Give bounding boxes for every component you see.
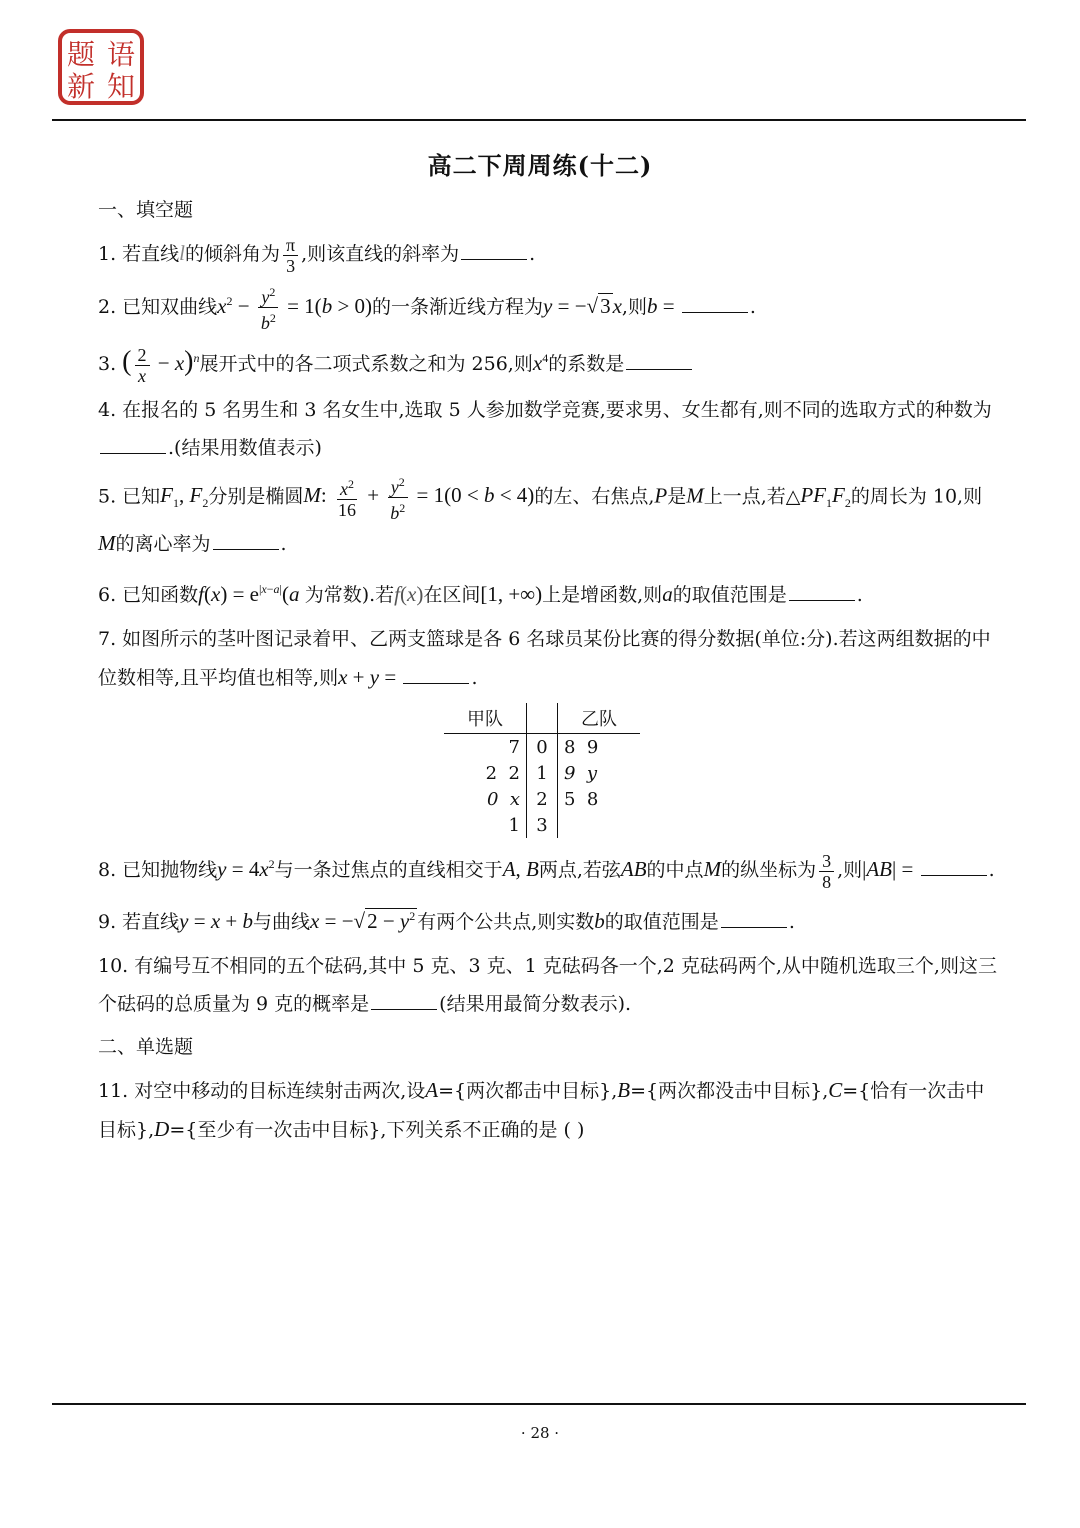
q11-text-d: ={恰有一次击中目标}, [98,1079,985,1141]
math-hyperbola: $x^2$ − [217,293,255,318]
answer-blank [789,582,855,601]
math-l: l [179,241,186,265]
q2-text-d: . [749,295,756,318]
stem-value: 1 [527,760,558,786]
fraction-3-over-8: $\frac{3}{8}$ [819,852,834,891]
math-asymptote: y = −√3x [543,293,622,318]
math-a: a [662,582,673,607]
q10-text: 10. 有编号互不相同的五个砝码,其中 5 克、3 克、1 克砝码各一个,2 克砝码两个,从中随机选取三个,则这三个砝码的总质量为 9 克的概率是 [98,954,997,1015]
answer-blank [100,435,166,454]
math-interval: [1, +∞) [480,582,543,607]
math-x-plus-y: x + y = [338,665,402,690]
question-3 [98,338,998,385]
question-7 [98,620,998,697]
math-M: M [98,531,116,556]
q2-text-c: ,则 [621,295,647,318]
math-parabola: $y = 4x^2$ [217,857,275,882]
math-AB: AB [620,857,647,882]
section-heading: 二、单选题 [98,1035,194,1058]
stem-leaf-plot [444,703,640,838]
math-b-eq: b = [646,293,680,318]
q8-text-a: 8. 已知抛物线 [98,859,218,882]
left-leaves: 0 x [486,788,520,810]
q5-text-f: 的周长为 10,则 [850,485,983,507]
team-a-label: 甲队 [444,703,527,734]
answer-blank [921,857,987,876]
question-11 [98,1071,998,1149]
q5-text-h: . [280,533,287,556]
q5-text-b: 分别是椭圆 [208,485,304,507]
q4-text: 4. 在报名的 5 名男生和 3 名女生中,选取 5 人参加数学竞赛,要求男、女生都有,则不同的选取方式的种数为 [98,398,992,421]
answer-blank [371,991,437,1010]
page-number: · 28 · [520,1424,560,1442]
question-6 [98,570,998,614]
q11-text-e: ={至少有一次击中目标},下列关系不正确的是 ( ) [169,1118,585,1141]
question-10 [98,947,998,1023]
q10-tail: (结果用最简分数表示). [439,992,632,1015]
q6-text-d: 上是增函数,则 [542,584,663,607]
q1-text-d: . [529,243,536,265]
math-fx: f(x) [394,582,424,607]
q11-text-c: ={两次都没击中目标}, [630,1079,829,1102]
question-1 [98,234,998,275]
math-foci: $F_1$, $F_2$ [160,483,209,511]
stem-leaf-header [444,703,640,734]
q2-text-b: 的一条渐近线方程为 [372,295,544,318]
fraction-y2-over-b2: $\frac{y^2}{b^2}$ [258,283,279,332]
math-P: P [654,483,668,507]
q9-text-c: 有两个公共点,则实数 [417,910,595,933]
q6-text-b: 为常数).若 [304,584,395,607]
q6-text-f: . [856,584,863,607]
q4-tail: .(结果用数值表示) [168,436,322,459]
q1-text-b: 的倾斜角为 [185,243,281,265]
stem-value: 3 [527,812,558,838]
math-D: D [154,1116,170,1141]
math-M: M [686,483,704,507]
stem-header-cell [527,703,558,734]
logo-char: 知 [106,70,136,103]
math-function: $f(x) = e^{|x-a|}(a$ [198,582,300,607]
q3-text-b: 的系数是 [548,353,625,375]
logo-char: 新 [66,70,96,103]
page-title: 高二下周周练(十二) [427,151,653,180]
q8-text-c: 两点,若弦 [538,859,621,882]
right-leaves: 8 9 [564,736,599,758]
left-leaves: 7 [508,736,520,758]
q6-text-e: 的取值范围是 [672,584,787,607]
math-ellipse: M: $\frac{x^2}{16}$ + $\frac{y^2}{b^2}$ = 1(0 < b < 4) [303,474,535,523]
math-triangle: $PF_1F_2$ [800,483,851,511]
q9-text-b: 与曲线 [253,910,311,933]
q8-text-b: 与一条过焦点的直线相交于 [274,859,503,882]
question-8 [98,844,998,891]
section-heading: 一、填空题 [98,199,194,221]
stem-value: 2 [527,786,558,812]
question-4 [98,391,998,467]
answer-blank [721,909,787,928]
right-leaves: 9 y [564,762,598,784]
q8-text-d: 的中点 [646,859,704,882]
stem-value: 0 [527,734,558,761]
q2-text-a: 2. 已知双曲线 [98,295,218,318]
math-M: M [703,857,722,882]
q9-text-a: 9. 若直线 [98,910,180,933]
math-b: b [594,908,605,933]
fraction-pi-over-3: $\frac{\pi}{3}$ [283,236,298,275]
right-leaves: 5 8 [564,788,599,810]
question-2 [98,281,998,333]
math-C: C [828,1077,843,1102]
stem-leaf-row [444,812,640,838]
stem-leaf-row [444,734,640,761]
q9-text-d: 的取值范围是 [604,910,719,933]
q1-text-a: 1. 若直线 [98,243,180,265]
q9-text-e: . [788,910,795,933]
stem-leaf-row [444,786,640,812]
q3-text-a: 展开式中的各二项式系数之和为 256,则 [199,353,533,375]
question-5 [98,473,998,565]
answer-blank [461,241,527,260]
q7-text: 7. 如图所示的茎叶图记录着甲、乙两支篮球是各 6 名球员某份比赛的得分数据(单位:分).若这两组数据的中位数相等,且平均值也相等,则 [98,628,991,690]
math-AB-points: A, B [502,857,539,882]
question-9 [98,897,998,941]
logo-char: 语 [106,38,136,71]
right-leaves [558,812,641,838]
math-A: A [425,1077,439,1102]
question-list [98,192,998,1155]
q6-text-a: 6. 已知函数 [98,584,199,607]
q8-text-f: ,则 [837,859,863,882]
math-B: B [617,1077,631,1102]
footer-rule [52,1403,1026,1405]
q5-text-d: 是 [667,485,687,507]
math-abs-AB: |AB| = [862,857,919,882]
q11-text-a: 11. 对空中移动的目标连续射击两次,设 [98,1079,426,1102]
math-line: y = x + b [179,908,254,933]
q11-text-b: ={两次都击中目标}, [438,1079,618,1102]
team-b-label: 乙队 [558,703,641,734]
math-binomial: ( $\frac{2}{x}$ − x)$^n$ [122,344,200,386]
q7-tail: . [471,667,478,690]
math-x4: $x^4$ [532,351,549,375]
answer-blank [403,665,469,684]
q6-text-c: 在区间 [423,584,481,607]
math-hyperbola-rhs: = 1(b > 0) [281,293,373,318]
q5-text-a: 5. 已知 [98,485,161,507]
q5-text-e: 上一点,若△ [703,485,801,507]
left-leaves: 1 [508,814,520,836]
q3-number: 3. [98,353,123,375]
answer-blank [213,531,279,550]
q8-text-e: 的纵坐标为 [721,859,817,882]
q5-text-c: 的左、右焦点, [534,485,655,507]
answer-blank [682,294,748,313]
logo-char: 题 [66,38,96,71]
stem-leaf-row [444,760,640,786]
logo-seal [57,28,145,106]
q8-text-g: . [988,859,995,882]
q1-text-c: ,则该直线的斜率为 [301,243,460,265]
q5-text-g: 的离心率为 [115,533,211,556]
header-rule [52,119,1026,121]
left-leaves: 2 2 [485,762,520,784]
math-curve: $x = -√2 - y^2$ [310,908,416,933]
answer-blank [626,351,692,370]
